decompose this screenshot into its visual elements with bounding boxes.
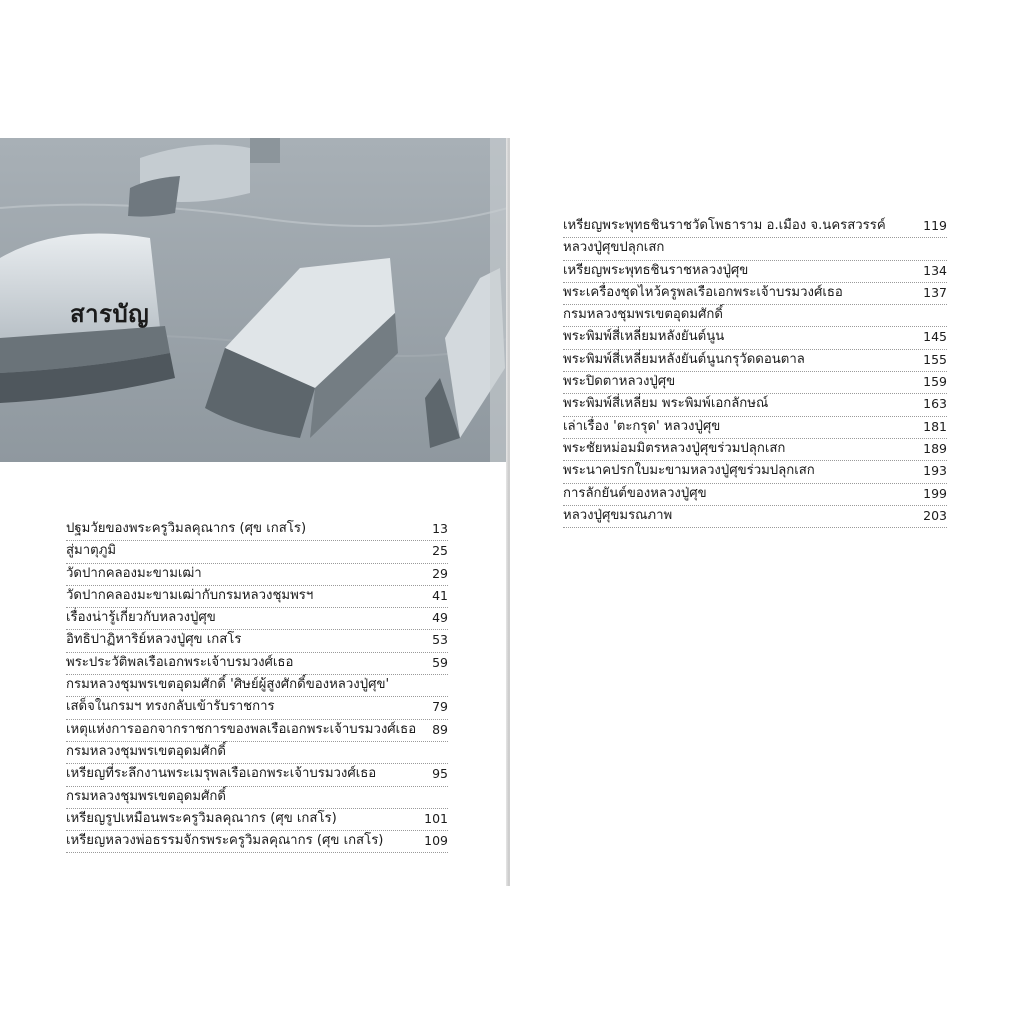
- toc-entry-title: พระพิมพ์สี่เหลี่ยมหลังยันต์นูน: [563, 329, 725, 345]
- toc-entry: [563, 350, 947, 372]
- toc-entry: [563, 484, 947, 506]
- toc-entry: [66, 608, 448, 630]
- toc-entry-page: 137: [923, 284, 947, 300]
- toc-entry-page: 181: [923, 418, 947, 434]
- toc-entry-title: เหรียญพระพุทธชินราชหลวงปู่ศุข: [563, 262, 749, 278]
- toc-entry: [66, 742, 448, 764]
- toc-entry-page: 189: [923, 440, 947, 456]
- toc-entry: [66, 675, 448, 697]
- toc-entry-title: ปฐมวัยของพระครูวิมลคุณากร (ศุข เกสโร): [66, 521, 307, 536]
- toc-entry-page: 25: [432, 543, 448, 559]
- toc-entry-page: 145: [923, 329, 947, 345]
- toc-entry-page: 59: [432, 654, 448, 670]
- toc-entry-title: เสด็จในกรมฯ ทรงกลับเข้ารับราชการ: [66, 699, 275, 715]
- toc-entry: [563, 372, 947, 394]
- toc-entry-title: หลวงปู่ศุขมรณภาพ: [563, 507, 673, 523]
- toc-entry-title: กรมหลวงชุมพรเขตอุดมศักดิ์: [66, 788, 226, 804]
- toc-entry-title: อิทธิปาฏิหาริย์หลวงปู่ศุข เกสโร: [66, 632, 242, 648]
- toc-entry-page: 13: [432, 521, 448, 536]
- toc-entry: [66, 653, 448, 675]
- toc-entry: [66, 564, 448, 586]
- toc-entry: [563, 506, 947, 528]
- toc-entry-page: 41: [432, 587, 448, 603]
- toc-entry-title: การลักยันต์ของหลวงปู่ศุข: [563, 485, 707, 501]
- toc-entry-page: 53: [432, 632, 448, 648]
- toc-entry-title: พระปิดตาหลวงปู่ศุข: [563, 374, 676, 390]
- toc-entry-title: เล่าเรื่อง 'ตะกรุด' หลวงปู่ศุข: [563, 418, 721, 434]
- toc-entry-page: 101: [424, 810, 448, 826]
- toc-entry-page: 29: [432, 565, 448, 581]
- toc-entry: [563, 461, 947, 483]
- toc-entry: [66, 586, 448, 608]
- toc-entry: [66, 787, 448, 809]
- toc-list-right: [563, 216, 947, 528]
- toc-entry-title: เหตุแห่งการออกจากราชการของพลเรือเอกพระเจ้าบรมวงศ์เธอ: [66, 721, 417, 737]
- toc-entry: [563, 216, 947, 238]
- toc-entry-title: กรมหลวงชุมพรเขตอุดมศักดิ์: [563, 307, 723, 323]
- toc-entry-title: พระเครื่องชุดไหว้ครูพลเรือเอกพระเจ้าบรมวงศ์เธอ: [563, 284, 843, 300]
- toc-entry-title: สู่มาตุภูมิ: [66, 543, 117, 559]
- toc-entry-page: 89: [432, 721, 448, 737]
- toc-entry-page: 95: [432, 766, 448, 782]
- toc-entry-title: พระพิมพ์สี่เหลี่ยม พระพิมพ์เอกลักษณ์: [563, 396, 769, 412]
- toc-entry: [66, 541, 448, 563]
- toc-entry-title: พระพิมพ์สี่เหลี่ยมหลังยันต์นูนกรุวัดดอนตาล: [563, 351, 805, 367]
- toc-entry-title: วัดปากคลองมะขามเฒ่า: [66, 565, 202, 581]
- toc-entry-title: เหรียญพระพุทธชินราชวัดโพธาราม อ.เมือง จ.นครสวรรค์: [563, 218, 886, 233]
- toc-entry-page: 163: [923, 396, 947, 412]
- toc-list-left: [66, 519, 448, 853]
- toc-entry-page: 134: [923, 262, 947, 278]
- toc-entry-page: 155: [923, 351, 947, 367]
- toc-entry: [563, 283, 947, 305]
- toc-entry-title: เหรียญที่ระลึกงานพระเมรุพลเรือเอกพระเจ้าบรมวงศ์เธอ: [66, 766, 377, 782]
- toc-entry-title: เหรียญรูปเหมือนพระครูวิมลคุณากร (ศุข เกสโร): [66, 810, 337, 826]
- toc-entry: [66, 720, 448, 742]
- toc-entry-page: 79: [432, 699, 448, 715]
- toc-entry: [563, 261, 947, 283]
- toc-entry-title: กรมหลวงชุมพรเขตอุดมศักดิ์: [66, 743, 226, 759]
- toc-entry-page: 159: [923, 374, 947, 390]
- toc-entry-page: 49: [432, 610, 448, 626]
- toc-entry-title: พระนาคปรกใบมะขามหลวงปู่ศุขร่วมปลุกเสก: [563, 463, 815, 479]
- toc-entry-page: 109: [424, 833, 448, 849]
- toc-entry-title: พระประวัติพลเรือเอกพระเจ้าบรมวงศ์เธอ: [66, 654, 294, 670]
- toc-entry-title: หลวงปู่ศุขปลุกเสก: [563, 240, 665, 256]
- toc-entry: [563, 305, 947, 327]
- toc-entry-title: เหรียญหลวงพ่อธรรมจักรพระครูวิมลคุณากร (ศุข เกสโร): [66, 833, 384, 849]
- toc-entry: [66, 697, 448, 719]
- toc-entry: [563, 417, 947, 439]
- toc-entry: [563, 439, 947, 461]
- toc-entry: [563, 238, 947, 260]
- toc-entry-title: วัดปากคลองมะขามเฒ่ากับกรมหลวงชุมพรฯ: [66, 587, 314, 603]
- toc-entry: [66, 630, 448, 652]
- toc-entry: [66, 519, 448, 541]
- toc-entry-title: เรื่องน่ารู้เกี่ยวกับหลวงปู่ศุข: [66, 610, 216, 626]
- toc-entry: [66, 764, 448, 786]
- book-spread: [0, 138, 1024, 886]
- toc-entry: [66, 809, 448, 831]
- toc-entry-page: 203: [923, 507, 947, 523]
- toc-entry-page: 199: [923, 485, 947, 501]
- toc-entry: [563, 394, 947, 416]
- toc-heading: สารบัญ: [70, 300, 150, 328]
- toc-entry-page: 193: [923, 463, 947, 479]
- toc-entry: [66, 831, 448, 853]
- toc-entry: [563, 327, 947, 349]
- toc-entry-page: 119: [923, 218, 947, 233]
- toc-entry-title: กรมหลวงชุมพรเขตอุดมศักดิ์ 'ศิษย์ผู้สูงศักดิ์ของหลวงปู่ศุข': [66, 677, 390, 693]
- toc-entry-title: พระชัยหม่อมมิตรหลวงปู่ศุขร่วมปลุกเสก: [563, 440, 786, 456]
